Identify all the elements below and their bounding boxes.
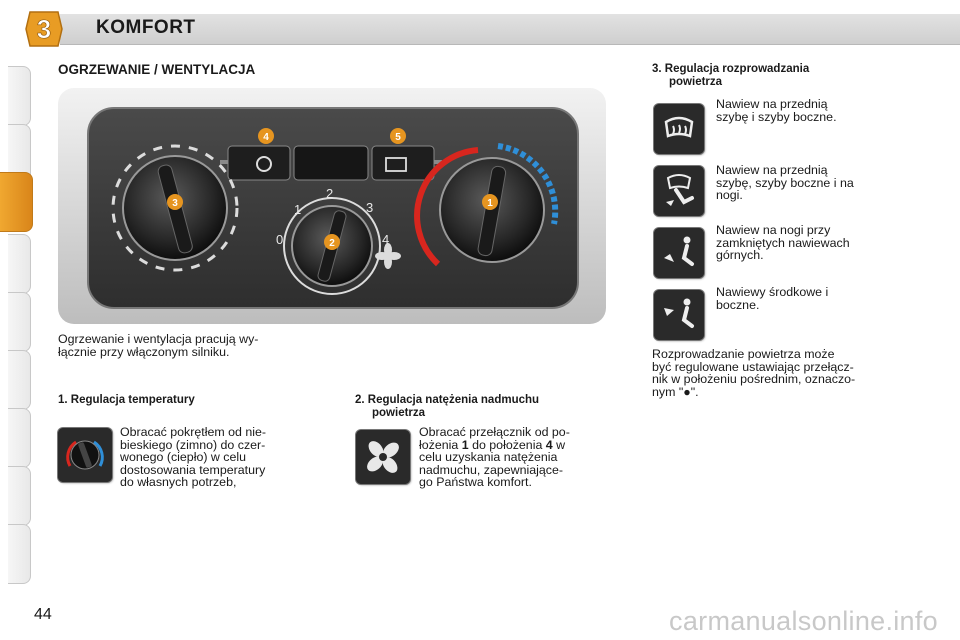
fan-scale-1: 1 (294, 202, 302, 217)
fan-line-5: go Państwa komfort. (419, 475, 532, 490)
dist-item-4-line-2: boczne. (716, 297, 760, 312)
chapter-tab-4[interactable] (8, 234, 31, 294)
fan-heading-line-1: 2. Regulacja natężenia nadmuchu (355, 394, 540, 406)
face-vents-icon (654, 290, 704, 340)
fan-line-4: nadmuchu, zapewniające- (419, 462, 563, 477)
temp-line-1: Obracać pokrętłem od nie- (120, 425, 267, 439)
fan-heading-line-2: powietrza (372, 407, 426, 419)
chapter-number: 3 (36, 14, 52, 44)
intermediate-position-symbol: ● (683, 384, 691, 399)
fan-speed-icon (356, 430, 410, 484)
heater-control-panel-illustration (58, 88, 606, 324)
intro-line-1: Ogrzewanie i wentylacja pracują wy- (58, 332, 259, 346)
chapter-tab-1[interactable] (8, 66, 31, 126)
callout-4: 4 (263, 132, 269, 143)
dist-item-2-line-3: nogi. (716, 188, 743, 203)
feet-icon (654, 228, 704, 278)
page-number: 44 (34, 606, 52, 623)
dist-item-3-line-3: górnych. (716, 248, 764, 263)
temp-line-4: dostosowania temperatury (120, 462, 266, 477)
section-title: OGRZEWANIE / WENTYLACJA (58, 62, 256, 77)
temperature-knob-icon (58, 428, 112, 482)
distribution-heading-line-2: powietrza (669, 76, 723, 88)
callout-2: 2 (329, 238, 335, 249)
fan-line-3: celu uzyskania natężenia (419, 450, 558, 465)
intro-line-2: łącznie przy włączonym silniku. (58, 344, 230, 359)
callout-3: 3 (172, 198, 178, 209)
dist-item-2-line-2: szybę, szyby boczne i na (716, 175, 854, 190)
fan-line-1: Obracać przełącznik od po- (419, 425, 570, 439)
dist-item-4-line-1: Nawiewy środkowe i (716, 285, 829, 299)
chapter-tab-7[interactable] (8, 408, 31, 468)
chapter-tab-6[interactable] (8, 350, 31, 410)
note-line-2: być regulowane ustawiając przełącz- (652, 359, 854, 374)
dist-item-3-line-1: Nawiew na nogi przy (716, 223, 831, 237)
fan-scale-3: 3 (366, 200, 374, 215)
callout-5: 5 (395, 132, 401, 143)
fan-scale-0: 0 (276, 232, 284, 247)
chapter-badge (24, 10, 64, 48)
note-line-4: nym "●". (652, 384, 699, 399)
distribution-note (652, 348, 905, 398)
windscreen-demist-icon (654, 104, 704, 154)
chapter-title: KOMFORT (96, 17, 196, 38)
chapter-tab-9[interactable] (8, 524, 31, 584)
chapter-tab-3-active[interactable] (0, 172, 33, 232)
note-line-1: Rozprowadzanie powietrza może (652, 347, 835, 361)
chapter-tab-5[interactable] (8, 292, 31, 352)
dist-item-3-line-2: zamkniętych nawiewach (716, 235, 850, 250)
temperature-heading: 1. Regulacja temperatury (58, 394, 195, 406)
fan-scale-4: 4 (382, 232, 390, 247)
temp-line-3: wonego (ciepło) w celu (120, 450, 247, 465)
fan-scale-2: 2 (326, 186, 334, 201)
fan-line-2: łożenia 1 do położenia 4 w (419, 437, 566, 452)
note-line-3: nik w położeniu pośrednim, oznaczo- (652, 372, 856, 387)
chapter-tabs (0, 66, 34, 586)
distribution-heading-line-1: 3. Regulacja rozprowadzania (652, 63, 810, 75)
dist-item-2-line-1: Nawiew na przednią (716, 163, 828, 177)
callout-1: 1 (487, 198, 493, 209)
dist-item-1-line-1: Nawiew na przednią (716, 97, 828, 111)
temp-line-2: bieskiego (zimno) do czer- (120, 437, 266, 452)
watermark: carmanualsonline.info (669, 606, 938, 636)
chapter-tab-8[interactable] (8, 466, 31, 526)
windscreen-feet-icon (654, 166, 704, 216)
dist-item-1-line-2: szybę i szyby boczne. (716, 109, 837, 124)
temp-line-5: do własnych potrzeb, (120, 475, 237, 490)
